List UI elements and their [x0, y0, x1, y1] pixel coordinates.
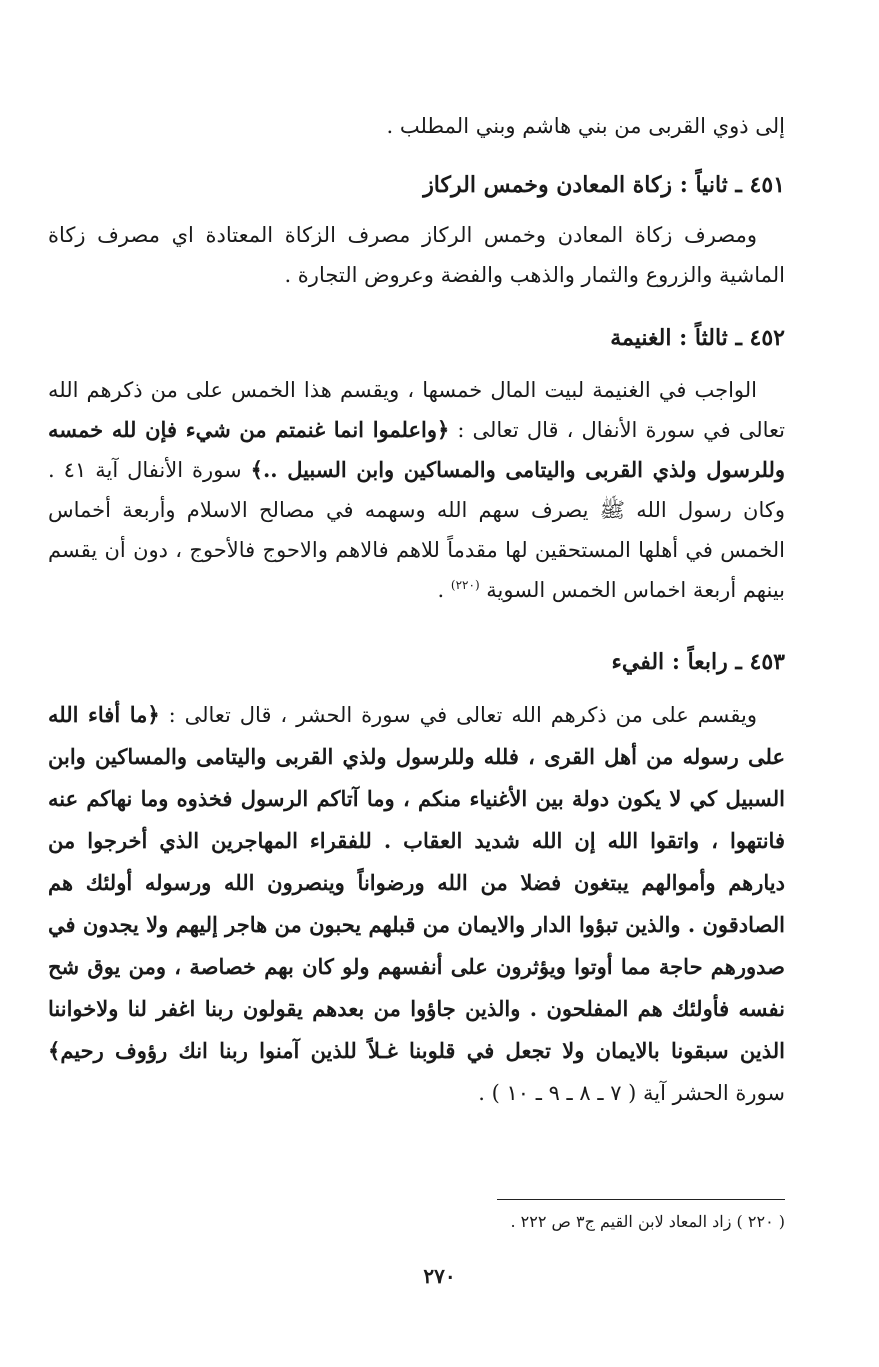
paragraph-text: سورة الحشر آية ( ٧ ـ ٨ ـ ٩ ـ ١٠ ) . — [478, 1081, 785, 1105]
paragraph-text: . — [437, 578, 451, 602]
section-body-451 — [48, 215, 785, 295]
paragraph-text: سورة الأنفال آية ٤١ . وكان رسول الله ﷺ يصرف سهم الله وسهمه في مصالح الاسلام وأربعة أخماس الخمس في أهلها المستحقين لها مقدماً للاهم فالاهم والاحوج فالأحوج ، دون أن يقسم بينهم أربعة اخماس الخمس السوية — [48, 458, 785, 602]
continuation-paragraph — [48, 106, 785, 146]
ornate-bracket-open: ﴿ — [436, 417, 450, 442]
section-heading-452: ٤٥٢ ـ ثالثاً : الغنيمة — [610, 325, 785, 351]
footnote-text: ( ٢٢٠ ) زاد المعاد لابن القيم ج٣ ص ٢٢٢ . — [510, 1212, 785, 1231]
page-number: ٢٧٠ — [423, 1264, 456, 1288]
quran-quote: ما أفاء الله على رسوله من أهل القرى ، فلله وللرسول ولذي القربى واليتامى والمساكين وابن السبيل كي لا يكون دولة بين الأغنياء منكم ، وما آتاكم الرسول فخذوه وما نهاكم عنه فانتهوا ، واتقوا الله إن الله شديد العقاب . للفقراء المهاجرين الذي أخرجوا من ديارهم وأموالهم يبتغون فضلا من الله ورضواناً وينصرون الله ورسوله أولئك هم الصادقون . والذين تبؤوا الدار والايمان من قبلهم يحبون من هاجر إليهم ولا يجدون في صدورهم حاجة مما أوتوا ويؤثرون على أنفسهم ولو كان بهم خصاصة ، ومن يوق شح نفسه فأولئك هم المفلحون . والذين جاؤوا من بعدهم يقولون ربنا اغفر لنا ولاخواننا الذين سبقونا بالايمان ولا تجعل في قلوبنا غـلاً للذين آمنوا ربنا انك رؤوف رحيم — [48, 702, 785, 1063]
continuation-text: إلى ذوي القربى من بني هاشم وبني المطلب . — [386, 114, 785, 138]
section-heading-453: ٤٥٣ ـ رابعاً : الفيء — [611, 649, 785, 675]
paragraph-452 — [48, 370, 785, 610]
paragraph-text: الواجب في الغنيمة لبيت المال خمسها ، ويقسم هذا الخمس على من ذكرهم الله تعالى في سورة الأنفال ، قال تعالى : — [48, 378, 785, 442]
paragraph-451: ومصرف زكاة المعادن وخمس الركاز مصرف الزكاة المعتادة اي مصرف زكاة الماشية والزروع والثمار والذهب والفضة وعروض التجارة . — [48, 223, 785, 287]
ornate-bracket-close: ﴾ — [48, 1038, 61, 1063]
footnote-reference: (٢٢٠) — [450, 578, 480, 592]
section-heading-451: ٤٥١ ـ ثانياً : زكاة المعادن وخمس الركاز — [423, 172, 785, 198]
ornate-bracket-open: ﴿ — [147, 702, 160, 727]
paragraph-453 — [48, 694, 785, 1114]
quran-quote: واعلموا انما غنمتم من شيء فإن لله خمسه وللرسول ولذي القربى واليتامى والمساكين وابن السبيل .. — [48, 417, 785, 482]
section-body-453 — [48, 694, 785, 1114]
section-body-452 — [48, 370, 785, 610]
paragraph-text: ويقسم على من ذكرهم الله تعالى في سورة الحشر ، قال تعالى : — [159, 703, 757, 727]
footnote-divider — [497, 1199, 785, 1200]
ornate-bracket-close: ﴾ — [250, 457, 263, 482]
